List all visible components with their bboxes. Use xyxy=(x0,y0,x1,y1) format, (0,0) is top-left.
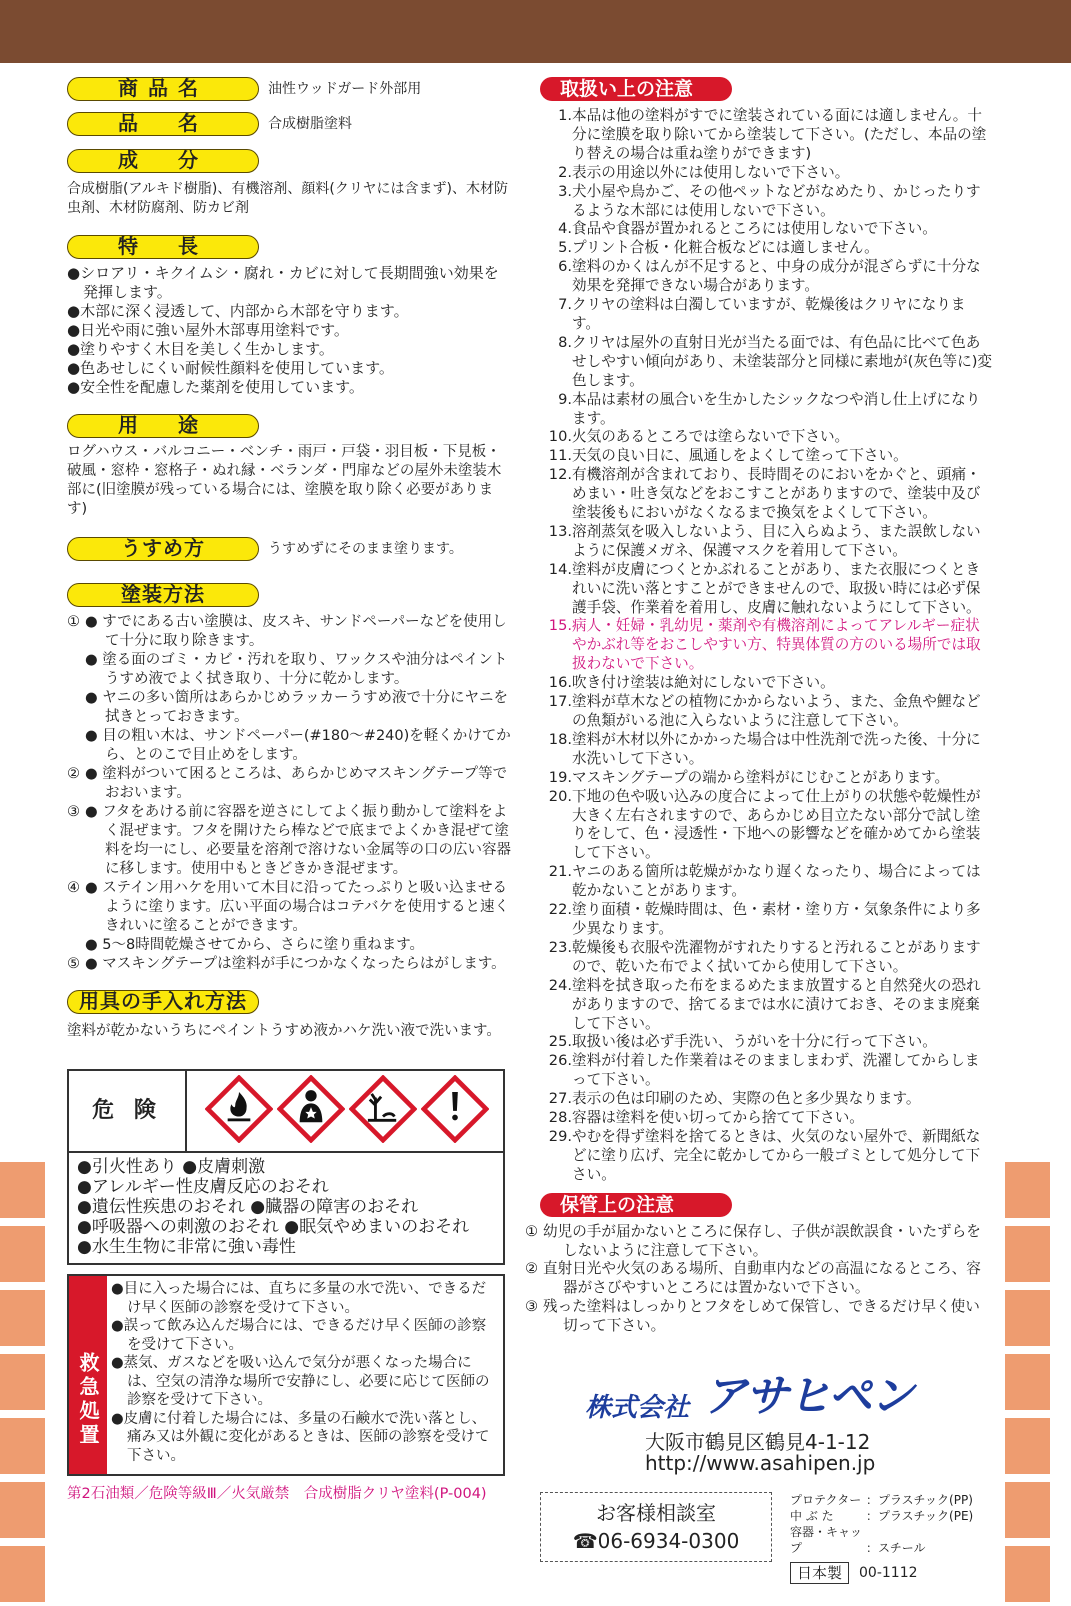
bullet-icon: ● xyxy=(85,880,103,896)
hazard-statement: ●呼吸器への刺激のおそれ ●眠気やめまいのおそれ xyxy=(77,1217,470,1237)
item-text: 取扱い後は必ず手洗い、うがいを十分に行って下さい。 xyxy=(572,1033,937,1051)
uses-label: 用 途 xyxy=(67,414,259,438)
side-decoration xyxy=(0,1482,45,1542)
handling-item xyxy=(540,220,992,239)
item-number: 27. xyxy=(548,1090,572,1108)
care-label: 用具の手入れ方法 xyxy=(67,990,259,1014)
item-text: 塗料を拭き取った布をまるめたまま放置すると自然発火の恐れがありますので、捨てるまでは水に漬けておき、そのまま廃棄して下さい。 xyxy=(572,976,981,1032)
method-step xyxy=(67,765,512,803)
item-number: 29. xyxy=(548,1127,572,1145)
step-text: 塗料がついて困るところは、あらかじめマスキングテープ等でおおいます。 xyxy=(102,766,508,801)
item-number: 16. xyxy=(548,674,572,692)
item-number: 4. xyxy=(558,220,572,238)
handling-item xyxy=(540,1109,992,1128)
customer-contact xyxy=(540,1492,772,1562)
method-step xyxy=(67,651,512,689)
handling-item xyxy=(540,296,992,334)
item-number: 28. xyxy=(548,1109,572,1127)
handling-item xyxy=(540,863,992,901)
method-step xyxy=(67,879,512,936)
handling-item xyxy=(540,1052,992,1090)
step-text: ヤニの多い箇所はあらかじめラッカーうすめ液で十分にヤニを拭きとっておきます。 xyxy=(102,690,508,725)
thinning-label: うすめ方 xyxy=(67,537,259,561)
item-number: 6. xyxy=(558,258,572,276)
feature-item: ● シロアリ・キクイムシ・腐れ・カビに対して長期間強い効果を発揮します。 xyxy=(67,264,512,302)
item-number: 2. xyxy=(558,163,572,181)
item-number: 21. xyxy=(548,863,572,881)
first-aid-box xyxy=(67,1274,505,1476)
handling-item xyxy=(540,939,992,977)
storage-item xyxy=(525,1260,992,1298)
bullet-icon: ● xyxy=(85,652,103,668)
side-decoration xyxy=(1005,1354,1050,1414)
side-decoration xyxy=(1005,1418,1050,1478)
method-step xyxy=(67,955,512,974)
item-text: 表示の色は印刷のため、実際の色と多少異なります。 xyxy=(572,1090,921,1108)
first-aid-item: ● 目に入った場合には、直ちに多量の水で洗い、できるだけ早く医師の診察を受けて下さい。 xyxy=(111,1280,497,1317)
handling-item xyxy=(540,788,992,864)
hazard-statement: ●引火性あり ●皮膚刺激 xyxy=(77,1157,266,1177)
item-number: 23. xyxy=(548,938,572,956)
step-text: 塗る面のゴミ・カビ・汚れを取り、ワックスや油分はペイントうすめ液でよく拭き取り、十分に乾かします。 xyxy=(102,652,508,687)
item-number: 26. xyxy=(548,1052,572,1070)
handling-item xyxy=(540,447,992,466)
hazard-statement: ●水生生物に非常に強い毒性 xyxy=(77,1237,296,1257)
product-code: 00-1112 xyxy=(859,1565,918,1582)
handling-list xyxy=(540,107,992,1185)
storage-item xyxy=(525,1298,992,1336)
method-step xyxy=(67,613,512,651)
handling-item xyxy=(540,164,992,183)
hazard-statements xyxy=(69,1153,503,1263)
item-text: 容器は塗料を使い切ってから捨てて下さい。 xyxy=(572,1109,864,1127)
step-number: ④ xyxy=(67,880,80,896)
side-decoration xyxy=(1005,1482,1050,1542)
left-column xyxy=(67,77,512,1503)
item-text: 塗料が付着した作業着はそのまましまわず、洗濯してからしまって下さい。 xyxy=(572,1052,980,1089)
side-decoration xyxy=(1005,1290,1050,1350)
method-step xyxy=(67,727,512,765)
hazard-box xyxy=(67,1069,505,1265)
handling-item xyxy=(540,334,992,391)
exclamation-icon xyxy=(421,1075,489,1147)
separator: ： xyxy=(866,1493,879,1508)
item-number: ① xyxy=(525,1222,539,1240)
storage-label: 保管上の注意 xyxy=(540,1193,732,1217)
item-text: 塗料が木材以外にかかった場合は中性洗剤で洗った後、十分に水洗いして下さい。 xyxy=(572,730,981,767)
step-text: フタをあける前に容器を逆さにしてよく振り動かして塗料をよく混ぜます。フタを開けたら棒などで底までよくかき混ぜて塗料を均一にし、必要量を溶剤で溶けない金属等の口の広い容器に移します。使用中もときどきかき混ぜます。 xyxy=(102,804,511,877)
item-number: 25. xyxy=(548,1033,572,1051)
item-text: 残った塗料はしっかりとフタをしめて保管し、できるだけ早く使い切って下さい。 xyxy=(543,1298,980,1335)
item-text: やむを得ず塗料を捨てるときは、火気のない屋外で、新聞紙などに塗り広げ、完全に乾かしてから一般ゴミとして処分して下さい。 xyxy=(572,1127,981,1183)
bullet-icon: ● xyxy=(85,766,103,782)
storage-item xyxy=(525,1223,992,1261)
origin-label: 日本製 xyxy=(790,1562,849,1584)
company-name: アサヒペン xyxy=(703,1371,913,1423)
side-decoration xyxy=(0,1226,45,1286)
step-text: すでにある古い塗膜は、皮スキ、サンドペーパーなどを使用して十分に取り除きます。 xyxy=(102,614,507,649)
handling-item xyxy=(540,183,992,221)
right-column xyxy=(525,77,993,1584)
classification-note: 第2石油類／危険等級Ⅲ／火気厳禁 合成樹脂クリヤ塗料(P-004) xyxy=(67,1486,487,1502)
item-number: ③ xyxy=(525,1298,539,1316)
item-text: クリヤの塗料は白濁していますが、乾燥後はクリヤになります。 xyxy=(572,296,966,332)
item-number: 19. xyxy=(548,768,572,786)
item-number: 1. xyxy=(558,107,572,124)
material-part: プロテクター xyxy=(790,1493,862,1508)
feature-item: ● 色あせしにくい耐候性顔料を使用しています。 xyxy=(67,359,512,378)
feature-item: ● 安全性を配慮した薬剤を使用しています。 xyxy=(67,378,512,397)
side-decoration xyxy=(1005,1226,1050,1286)
item-text: ヤニのある箇所は乾燥がかなり遅くなったり、場合によっては乾かないことがあります。 xyxy=(572,863,981,900)
item-number: 10. xyxy=(548,428,572,446)
top-banner xyxy=(0,0,1071,63)
item-number: 18. xyxy=(548,730,572,748)
environment-icon xyxy=(349,1075,417,1147)
first-aid-item: ● 蒸気、ガスなどを吸い込んで気分が悪くなった場合には、空気の清浄な場所で安静にし、必要に応じて医師の診察を受けて下さい。 xyxy=(111,1354,497,1410)
side-decoration xyxy=(0,1546,45,1606)
material-value: プラスチック(PE) xyxy=(878,1509,974,1524)
handling-item xyxy=(540,1090,992,1109)
handling-item xyxy=(540,674,992,693)
item-text: 塗料のかくはんが不足すると、中身の成分が混ざらずに十分な効果を発揮できない場合があります。 xyxy=(572,258,981,295)
handling-item xyxy=(540,1033,992,1052)
company-prefix: 株式会社 xyxy=(585,1393,690,1424)
side-decoration xyxy=(1005,1162,1050,1222)
item-text: 病人・妊婦・乳幼児・薬剤や有機溶剤によってアレルギー症状やかぶれ等をおこしやすい方、特異体質の方のいる場所では取扱わないで下さい。 xyxy=(572,617,981,673)
item-text: 火気のあるところでは塗らないで下さい。 xyxy=(572,428,850,446)
item-number: 7. xyxy=(558,296,572,314)
item-number: 8. xyxy=(558,333,572,351)
item-text: 直射日光や火気のある場所、自動車内などの高温になるところ、容器がさびやすいところには置かないで下さい。 xyxy=(543,1260,981,1297)
handling-item xyxy=(540,617,992,674)
item-number: 13. xyxy=(548,522,572,540)
side-decoration xyxy=(0,1290,45,1350)
separator: ： xyxy=(866,1541,879,1556)
item-text: 天気の良い日に、風通しをよくして塗って下さい。 xyxy=(572,447,908,465)
handling-item xyxy=(540,428,992,447)
item-text: 乾燥後も衣服や洗濯物がすれたりすると汚れることがありますので、乾いた布でよく拭いてから使用して下さい。 xyxy=(572,938,981,975)
handling-item xyxy=(540,107,992,164)
bullet-icon: ● xyxy=(85,937,103,953)
feature-item: ● 日光や雨に強い屋外木部専用塗料です。 xyxy=(67,321,512,340)
step-number: ③ xyxy=(67,804,80,820)
bullet-icon: ● xyxy=(85,690,103,706)
handling-item xyxy=(540,258,992,296)
hazard-statement: ●遺伝性疾患のおそれ ●臓器の障害のおそれ xyxy=(77,1197,419,1217)
item-text: 本品は素材の風合いを生かしたシックなつや消し仕上げになります。 xyxy=(572,390,981,427)
features-list xyxy=(67,264,512,397)
company-address: 大阪市鶴見区鶴見4-1-12 xyxy=(645,1430,871,1455)
step-text: 5〜8時間乾燥させてから、さらに塗り重ねます。 xyxy=(102,937,425,953)
handling-item xyxy=(540,693,992,731)
product-type: 合成樹脂塗料 xyxy=(268,115,352,132)
item-number: 20. xyxy=(548,787,572,805)
handling-item xyxy=(540,391,992,429)
handling-item xyxy=(540,901,992,939)
item-text: 溶剤蒸気を吸入しないよう、目に入らぬよう、また誤飲しないように保護メガネ、保護マスクを着用して下さい。 xyxy=(572,522,981,559)
material-part: 容器・キャップ xyxy=(790,1525,863,1556)
thinning-text: うすめずにそのまま塗ります。 xyxy=(268,540,463,557)
side-decoration xyxy=(0,1418,45,1478)
features-label: 特 長 xyxy=(67,235,259,259)
item-number: 17. xyxy=(548,693,572,711)
item-number: 5. xyxy=(558,239,572,257)
product-name-label: 商品名 xyxy=(67,77,259,101)
item-number: ② xyxy=(525,1260,539,1278)
product-type-label: 品 名 xyxy=(67,112,259,136)
first-aid-label: 救急処置 xyxy=(69,1276,107,1474)
method-step xyxy=(67,803,512,879)
item-number: 24. xyxy=(548,976,572,994)
method-list xyxy=(67,613,512,974)
side-decoration xyxy=(0,1162,45,1222)
item-text: プリント合板・化粧合板などには適しません。 xyxy=(572,239,879,257)
method-label: 塗装方法 xyxy=(67,583,259,607)
care-text: 塗料が乾かないうちにペイントうすめ液かハケ洗い液で洗います。 xyxy=(67,1023,501,1039)
item-number: 15. xyxy=(548,617,572,635)
first-aid-item: ● 誤って飲み込んだ場合には、できるだけ早く医師の診察を受けて下さい。 xyxy=(111,1317,497,1354)
ghs-pictograms xyxy=(187,1071,503,1151)
step-text: 目の粗い木は、サンドペーパー(#180〜#240)を軽くかけてから、とのこで目止めをします。 xyxy=(102,728,511,763)
handling-item xyxy=(540,561,992,618)
handling-item xyxy=(540,731,992,769)
company-url[interactable]: http://www.asahipen.jp xyxy=(645,1451,876,1476)
material-row xyxy=(790,1508,973,1524)
material-part: 中 ぶ た xyxy=(790,1509,834,1524)
item-text: 食品や食器が置かれるところには使用しないで下さい。 xyxy=(572,220,937,238)
storage-list xyxy=(525,1223,992,1336)
product-name: 油性ウッドガード外部用 xyxy=(268,80,422,97)
item-text: 塗料が皮膚につくとかぶれることがあり、また衣服につくときれいに洗い落とすことができませんので、取扱い時には必ず保護手袋、作業着を着用し、皮膚に触れないようにして下さい。 xyxy=(572,560,981,616)
material-value: スチール xyxy=(878,1541,926,1556)
handling-item xyxy=(540,466,992,523)
handling-item xyxy=(540,977,992,1034)
first-aid-list xyxy=(111,1280,497,1465)
ingredients-label: 成 分 xyxy=(67,149,259,173)
step-text: ステイン用ハケを用いて木目に沿ってたっぷりと吸い込ませるように塗ります。広い平面の場合はコテバケを使用すると速くきれいに塗ることができます。 xyxy=(102,880,509,934)
item-number: 11. xyxy=(548,447,572,465)
item-text: 幼児の手が届かないところに保存し、子供が誤飲誤食・いたずらをしないように注意して下さい。 xyxy=(543,1222,981,1259)
item-text: マスキングテープの端から塗料がにじむことがあります。 xyxy=(572,768,950,786)
material-row xyxy=(790,1492,973,1508)
step-number: ② xyxy=(67,766,80,782)
item-text: 有機溶剤が含まれており、長時間そのにおいをかぐと、頭痛・めまい・吐き気などをおこすことがありますので、塗装中及び塗装後もにおいがなくなるまで換気をよくして下さい。 xyxy=(572,466,981,522)
step-number: ① xyxy=(67,614,80,630)
material-row xyxy=(790,1524,973,1556)
bullet-icon: ● xyxy=(85,614,103,630)
item-number: 9. xyxy=(558,390,572,408)
handling-item xyxy=(540,523,992,561)
contact-phone: ☎06-6934-0300 xyxy=(572,1529,740,1554)
side-decoration xyxy=(1005,1546,1050,1606)
item-text: 犬小屋や鳥かご、その他ペットなどがなめたり、かじったりするような木部には使用しないで下さい。 xyxy=(572,182,981,219)
feature-item: ● 塗りやすく木目を美しく生かします。 xyxy=(67,340,512,359)
item-text: 表示の用途以外には使用しないで下さい。 xyxy=(572,163,850,181)
feature-item: ● 木部に深く浸透して、内部から木部を守ります。 xyxy=(67,302,512,321)
handling-item xyxy=(540,1128,992,1185)
flame-icon xyxy=(205,1075,273,1147)
health-hazard-icon xyxy=(277,1075,345,1147)
material-value: プラスチック(PP) xyxy=(878,1493,973,1508)
step-number: ⑤ xyxy=(67,956,80,972)
hazard-statement: ●アレルギー性皮膚反応のおそれ xyxy=(77,1177,329,1197)
handling-item xyxy=(540,239,992,258)
bullet-icon: ● xyxy=(85,956,103,972)
bullet-icon: ● xyxy=(85,804,103,820)
item-number: 22. xyxy=(548,901,572,919)
method-step xyxy=(67,689,512,727)
materials-list xyxy=(790,1492,973,1556)
item-text: 本品は他の塗料がすでに塗装されている面には適しません。十分に塗膜を取り除いてから塗装して下さい。(ただし、本品の塗り替えの場合は重ね塗りができます) xyxy=(572,107,987,162)
first-aid-item: ● 皮膚に付着した場合には、多量の石鹸水で洗い落とし、痛み又は外観に変化があるときは、医師の診察を受けて下さい。 xyxy=(111,1410,497,1466)
step-text: マスキングテープは塗料が手につかなくなったらはがします。 xyxy=(102,956,506,972)
item-number: 14. xyxy=(548,560,572,578)
side-decoration xyxy=(0,1354,45,1414)
item-number: 3. xyxy=(558,182,572,200)
method-step xyxy=(67,936,512,955)
handling-label: 取扱い上の注意 xyxy=(540,77,732,101)
ingredients-text: 合成樹脂(アルキド樹脂)、有機溶剤、顔料(クリヤには含まず)、木材防虫剤、木材防腐剤、防カビ剤 xyxy=(67,181,509,216)
handling-item xyxy=(540,769,992,788)
separator: ： xyxy=(866,1509,879,1524)
uses-text: ログハウス・バルコニー・ベンチ・雨戸・戸袋・羽目板・下見板・破風・窓枠・窓格子・ぬれ縁・ベランダ・門扉などの屋外未塗装木部に(旧塗膜が残っている場合には、塗膜を取り除く必要があります) xyxy=(67,444,502,517)
item-text: クリヤは屋外の直射日光が当たる面では、有色品に比べて色あせしやすい傾向があり、未塗装部分と同様に素地が(灰色等に)変色します。 xyxy=(572,333,993,389)
hazard-label: 危 険 xyxy=(69,1071,187,1151)
item-text: 塗り面積・乾燥時間は、色・素材・塗り方・気象条件により多少異なります。 xyxy=(572,901,981,937)
item-text: 吹き付け塗装は絶対にしないで下さい。 xyxy=(572,674,835,692)
item-text: 下地の色や吸い込みの度合によって仕上がりの状態や乾燥性が大きく左右されますので、あらかじめ目立たない部分で試し塗りをして、色・浸透性・下地への影響などを確かめてから塗装して下さい。 xyxy=(572,787,981,862)
contact-label: お客様相談室 xyxy=(596,1501,716,1526)
company-logo xyxy=(585,1360,992,1424)
bullet-icon: ● xyxy=(85,728,103,744)
item-text: 塗料が草木などの植物にかからないよう、また、金魚や鯉などの魚類がいる池に入らないように注意して下さい。 xyxy=(572,693,981,729)
item-number: 12. xyxy=(548,466,572,484)
